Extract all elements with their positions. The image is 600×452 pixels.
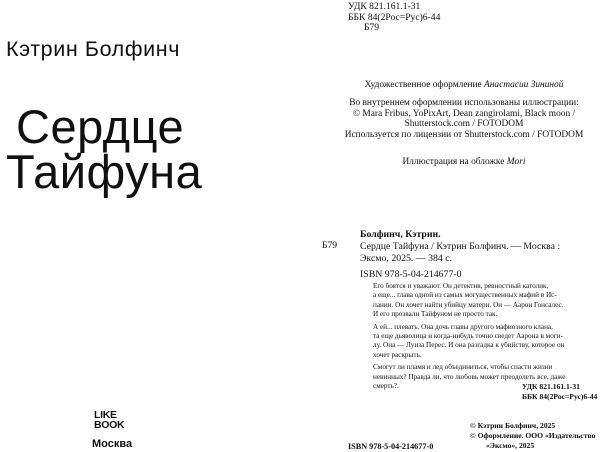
illustrations-line: Shutterstock.com / FOTODOM (404, 119, 524, 130)
annotation-line: Его боятся и уважают. Он детектив, ревностный католик, (373, 282, 549, 290)
biblio-index: Б79 (322, 240, 338, 251)
art-design-credit (328, 80, 600, 91)
illustrations-line: © Mara Fribus, YoPixArt, Dean zangirolami, Black moon / (352, 108, 576, 119)
bottom-bbk: ББК 84(2Рос=Рус)6-44 (522, 391, 598, 401)
bbk-code: ББК 84(2Рос=Рус)6-44 (348, 11, 441, 23)
annotation-line: та еще дьяволица и когда-нибудь точно сведет Аарона в моги- (373, 332, 563, 341)
copyright-design: © Оформление. ООО «Издательство (470, 430, 596, 440)
book-author: Кэтрин Болфинч (6, 37, 180, 61)
publisher-logo (94, 409, 125, 431)
bottom-isbn: ISBN 978-5-04-214677-0 (348, 442, 434, 451)
art-design-name: Анастасии Зининой (484, 80, 564, 90)
biblio-title: Сердце Тайфуна / Кэтрин Болфинч. — Москва : (360, 241, 561, 252)
udk-code: УДК 821.161.1-31 (348, 1, 421, 12)
cover-illustrator: Mori (506, 157, 526, 167)
copyright-design-cont: «Эксмо», 2025 (486, 440, 535, 450)
annotation-line: пании. Он хочет найти убийцу матери. Он — Аарон Гонсалес. (373, 300, 564, 309)
annotation-line: смерть?. (373, 382, 399, 391)
publisher-city: Москва (92, 438, 133, 450)
annotation-line: лу. Она — Луиза Перес. И она разгадка к убийству, которое он (373, 341, 565, 350)
illustrations-line: Во внутреннем оформлении использованы иллюстрации: (349, 98, 579, 108)
annotation-line: Смогут ли пламя и лед объединиться, чтобы спасти жизни (373, 363, 553, 372)
biblio-publisher: Эксмо, 2025. — 384 с. (360, 253, 453, 264)
biblio-author: Болфинч, Кэтрин. (360, 229, 441, 240)
cover-prefix: Иллюстрация на обложке (402, 157, 507, 167)
bottom-udk: УДК 821.161.1-31 (522, 382, 580, 391)
annotation-line: невинных? Правда ли, что любовь может преодолеть все, даже (373, 372, 566, 381)
classification-codes (348, 2, 440, 34)
logo-line-1: LIKE (94, 409, 117, 421)
annotation-line: И его прозвали Тайфуном не просто так. (373, 310, 498, 319)
art-design-prefix: Художественное оформление (364, 80, 485, 90)
annotation-line: а еще... глава одной из самых могущественных мафий в Ис- (373, 291, 557, 300)
right-page (300, 0, 600, 452)
annotation-line: А ей... плевать. Она дочь главы другого мафиозного клана, (373, 322, 553, 331)
illustrations-credit (328, 98, 600, 140)
logo-line-2: BOOK (94, 419, 125, 431)
annotation (373, 282, 600, 391)
annotation-line: хочет раскрыть. (373, 350, 422, 359)
illustrations-line: Используется по лицензии от Shutterstock.com / FOTODOM (344, 129, 584, 140)
copyright-block (470, 421, 595, 450)
biblio-isbn: ISBN 978-5-04-214677-0 (360, 269, 462, 280)
bottom-codes (522, 382, 597, 402)
copyright-author: © Кэтрин Болфинч, 2025 (470, 421, 556, 430)
cover-illustration-credit (328, 157, 600, 168)
book-title-line-2: Тайфуна (6, 145, 203, 198)
book-title-line-1: Сердце (16, 100, 185, 153)
author-index: Б79 (364, 22, 380, 33)
